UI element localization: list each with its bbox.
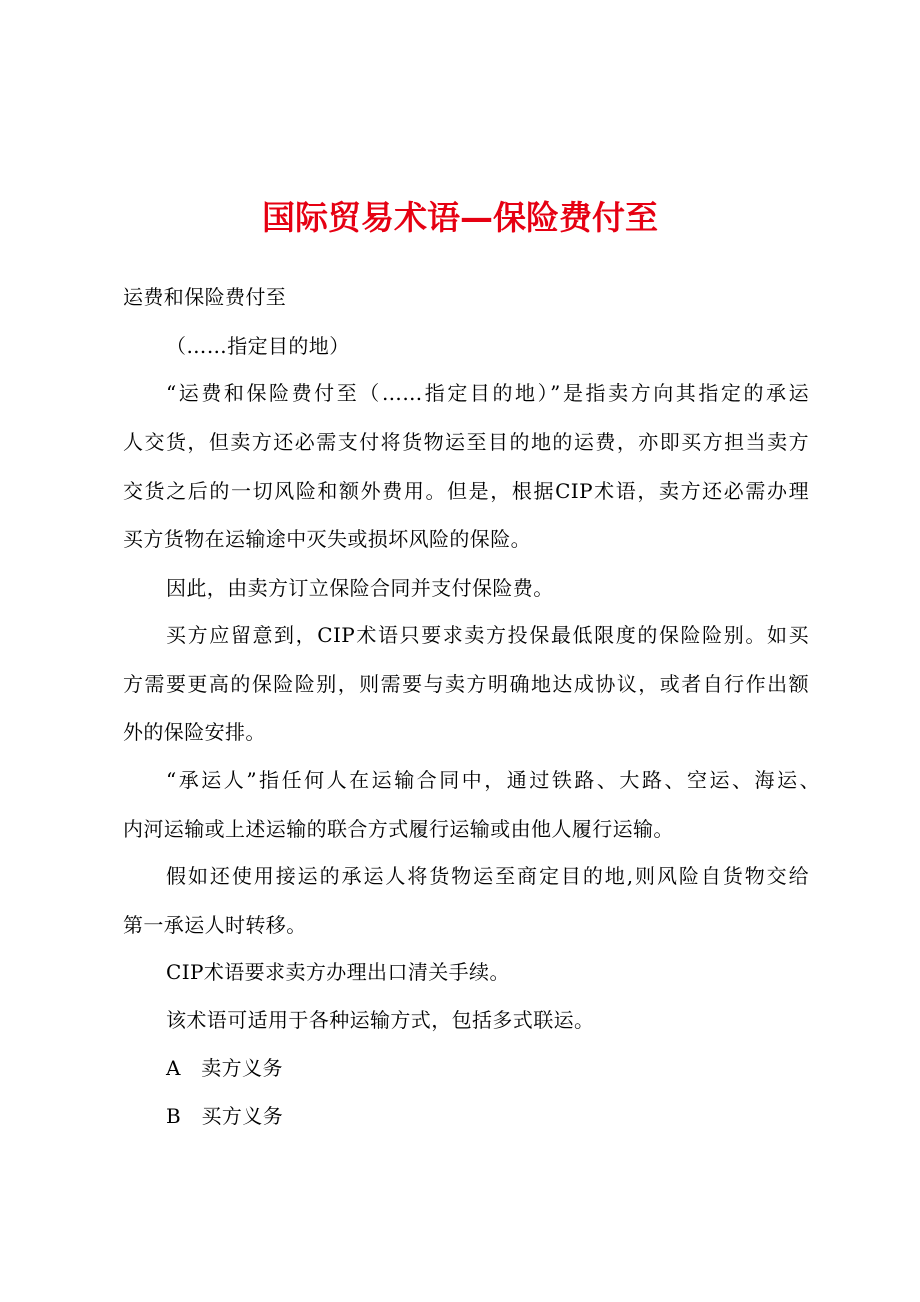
paragraph-line: 交货之后的一切风险和额外费用。但是，根据CIP术语，卖方还必需办理 <box>123 479 809 503</box>
paragraph-line: CIP术语要求卖方办理出口清关手续。 <box>166 960 510 984</box>
paragraph-line: 因此，由卖方订立保险合同并支付保险费。 <box>166 576 554 600</box>
paragraph-line: 内河运输或上述运输的联合方式履行运输或由他人履行运输。 <box>123 817 674 841</box>
document-title: 国际贸易术语—保险费付至 <box>262 198 658 237</box>
section-subheading: （……指定目的地） <box>166 334 350 358</box>
section-heading: 运费和保险费付至 <box>123 285 287 309</box>
list-item-seller-obligations: A 卖方义务 <box>166 1056 283 1080</box>
paragraph-line: 假如还使用接运的承运人将货物运至商定目的地,则风险自货物交给 <box>166 864 809 888</box>
paragraph-line: 第一承运人时转移。 <box>123 913 307 937</box>
paragraph-line: 人交货，但卖方还必需支付将货物运至目的地的运费，亦即买方担当卖方 <box>123 430 809 454</box>
paragraph-line: “承运人”指任何人在运输合同中，通过铁路、大路、空运、海运、 <box>166 768 820 792</box>
paragraph-line: 该术语可适用于各种运输方式，包括多式联运。 <box>166 1008 595 1032</box>
paragraph-line: 外的保险安排。 <box>123 720 266 744</box>
paragraph-line: 方需要更高的保险险别，则需要与卖方明确地达成协议，或者自行作出额 <box>123 672 809 696</box>
paragraph-line: 买方应留意到，CIP术语只要求卖方投保最低限度的保险险别。如买 <box>166 623 809 647</box>
list-item-buyer-obligations: B 买方义务 <box>166 1104 284 1128</box>
paragraph-line: 买方货物在运输途中灭失或损坏风险的保险。 <box>123 527 531 551</box>
paragraph-line: “运费和保险费付至（……指定目的地）”是指卖方向其指定的承运 <box>166 381 809 405</box>
